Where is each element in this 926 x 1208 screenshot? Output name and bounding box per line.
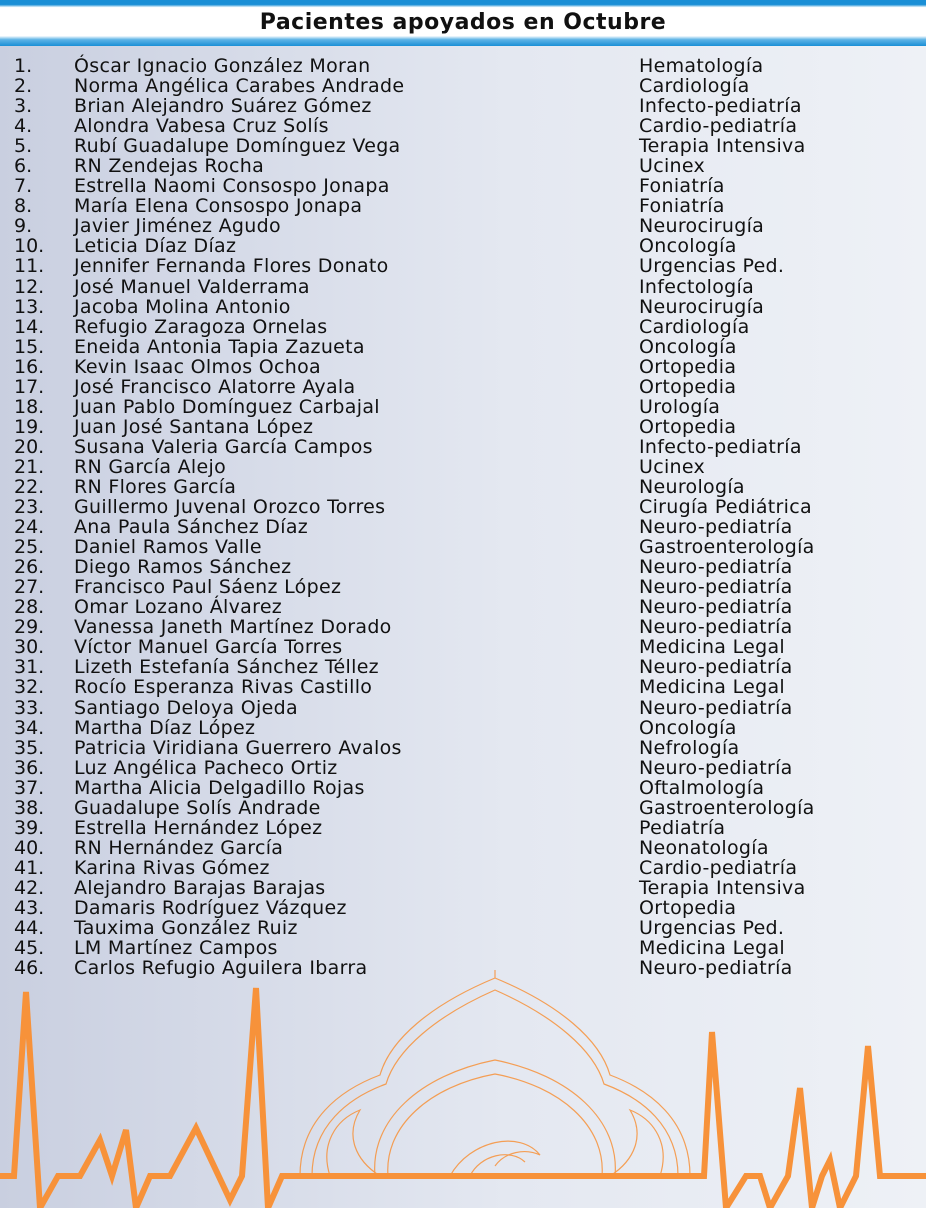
patient-name: Karina Rivas Gómez — [74, 856, 270, 879]
patient-number: 33. — [14, 696, 45, 719]
patient-number: 8. — [14, 195, 33, 218]
patient-name: Jacoba Molina Antonio — [74, 295, 291, 318]
patient-number: 43. — [14, 896, 45, 919]
patient-number: 27. — [14, 576, 45, 599]
patient-department: Neurología — [639, 475, 745, 498]
patient-department: Medicina Legal — [639, 937, 785, 960]
patient-number: 2. — [14, 75, 33, 98]
patient-department: Neuro-pediatría — [639, 756, 793, 779]
patient-department: Cirugía Pediátrica — [639, 496, 812, 519]
patient-department: Oftalmología — [639, 776, 765, 799]
patient-department: Terapia Intensiva — [639, 135, 806, 158]
patient-department: Neuro-pediatría — [639, 596, 793, 619]
list-item — [0, 778, 926, 798]
list-item — [0, 397, 926, 417]
patient-number: 7. — [14, 175, 33, 198]
patient-department: Infecto-pediatría — [639, 95, 802, 118]
patient-number: 30. — [14, 636, 45, 659]
list-item — [0, 918, 926, 938]
patient-name: Santiago Deloya Ojeda — [74, 696, 298, 719]
list-item — [0, 377, 926, 397]
patient-name: Tauxima González Ruiz — [74, 917, 298, 940]
patient-department: Infectología — [639, 275, 755, 298]
patient-department: Ucinex — [639, 455, 706, 478]
patient-name: Guillermo Juvenal Orozco Torres — [74, 496, 386, 519]
patient-department: Ortopedia — [639, 896, 737, 919]
patient-number: 1. — [14, 55, 33, 77]
patient-name: Susana Valeria García Campos — [74, 435, 373, 458]
patient-department: Medicina Legal — [639, 636, 785, 659]
patient-name: LM Martínez Campos — [74, 937, 278, 960]
list-item — [0, 497, 926, 517]
patient-department: Oncología — [639, 716, 737, 739]
patient-number: 31. — [14, 656, 45, 679]
heartbeat-line — [0, 988, 926, 1208]
patient-number: 21. — [14, 455, 45, 478]
list-item — [0, 617, 926, 637]
patient-name: Leticia Díaz Díaz — [74, 235, 237, 258]
patient-number: 6. — [14, 155, 33, 178]
patient-name: Estrella Hernández López — [74, 816, 323, 839]
list-item — [0, 236, 926, 256]
patient-number: 14. — [14, 315, 45, 338]
patient-department: Oncología — [639, 335, 737, 358]
patient-department: Oncología — [639, 235, 737, 258]
patient-name: Rubí Guadalupe Domínguez Vega — [74, 135, 401, 158]
patient-number: 17. — [14, 375, 45, 398]
patient-department: Neuro-pediatría — [639, 556, 793, 579]
list-item — [0, 297, 926, 317]
list-item — [0, 718, 926, 738]
patient-name: RN Hernández García — [74, 836, 284, 859]
patient-department: Ortopedia — [639, 415, 737, 438]
list-item — [0, 838, 926, 858]
patient-number: 37. — [14, 776, 45, 799]
patient-number: 3. — [14, 95, 33, 118]
patient-name: Guadalupe Solís Andrade — [74, 796, 321, 819]
patient-number: 15. — [14, 335, 45, 358]
list-item — [0, 156, 926, 176]
patient-department: Cardio-pediatría — [639, 115, 798, 138]
patient-name: Brian Alejandro Suárez Gómez — [74, 95, 372, 118]
patient-name: Kevin Isaac Olmos Ochoa — [74, 355, 321, 378]
patient-name: Refugio Zaragoza Ornelas — [74, 315, 328, 338]
list-item — [0, 437, 926, 457]
patient-name: Martha Díaz López — [74, 716, 256, 739]
patient-department: Gastroenterología — [639, 536, 815, 559]
patient-name: Carlos Refugio Aguilera Ibarra — [74, 957, 368, 980]
list-item — [0, 56, 926, 76]
patient-department: Neurocirugía — [639, 295, 765, 318]
list-item — [0, 196, 926, 216]
patient-number: 13. — [14, 295, 45, 318]
patient-number: 16. — [14, 355, 45, 378]
patient-number: 35. — [14, 736, 45, 759]
patient-number: 26. — [14, 556, 45, 579]
patient-number: 32. — [14, 676, 45, 699]
patient-number: 25. — [14, 536, 45, 559]
patient-department: Foniatría — [639, 175, 725, 198]
patient-name: Ana Paula Sánchez Díaz — [74, 516, 309, 539]
list-item — [0, 256, 926, 276]
list-item — [0, 176, 926, 196]
patient-number: 11. — [14, 255, 45, 278]
patient-number: 40. — [14, 836, 45, 859]
list-item — [0, 277, 926, 297]
patient-department: Neuro-pediatría — [639, 516, 793, 539]
patient-department: Neurocirugía — [639, 215, 765, 238]
patient-name: Lizeth Estefanía Sánchez Téllez — [74, 656, 379, 679]
patient-number: 18. — [14, 395, 45, 418]
patient-name: Eneida Antonia Tapia Zazueta — [74, 335, 365, 358]
list-item — [0, 116, 926, 136]
list-item — [0, 537, 926, 557]
patient-department: Cardiología — [639, 75, 750, 98]
list-item — [0, 637, 926, 657]
patient-department: Hematología — [639, 55, 764, 77]
patient-name: Norma Angélica Carabes Andrade — [74, 75, 405, 98]
patient-department: Cardio-pediatría — [639, 856, 798, 879]
patient-number: 5. — [14, 135, 33, 158]
patient-department: Nefrología — [639, 736, 740, 759]
patient-department: Neuro-pediatría — [639, 957, 793, 980]
list-item — [0, 477, 926, 497]
dome-emblem-icon — [300, 970, 690, 1176]
patient-number: 28. — [14, 596, 45, 619]
patient-list — [0, 56, 926, 978]
patient-name: María Elena Consospo Jonapa — [74, 195, 363, 218]
patient-department: Neuro-pediatría — [639, 616, 793, 639]
patient-number: 22. — [14, 475, 45, 498]
list-item — [0, 878, 926, 898]
list-item — [0, 317, 926, 337]
patient-number: 29. — [14, 616, 45, 639]
list-item — [0, 938, 926, 958]
patient-department: Neuro-pediatría — [639, 696, 793, 719]
patient-department: Ucinex — [639, 155, 706, 178]
patient-department: Neuro-pediatría — [639, 656, 793, 679]
patient-department: Terapia Intensiva — [639, 876, 806, 899]
patient-number: 4. — [14, 115, 33, 138]
patient-name: Víctor Manuel García Torres — [74, 636, 343, 659]
list-item — [0, 758, 926, 778]
list-item — [0, 457, 926, 477]
patient-name: José Francisco Alatorre Ayala — [74, 375, 356, 398]
patient-name: Damaris Rodríguez Vázquez — [74, 896, 347, 919]
patient-name: Martha Alicia Delgadillo Rojas — [74, 776, 365, 799]
list-item — [0, 337, 926, 357]
patient-number: 44. — [14, 917, 45, 940]
patient-number: 19. — [14, 415, 45, 438]
list-item — [0, 677, 926, 697]
patient-name: Juan José Santana López — [74, 415, 314, 438]
patient-department: Urgencias Ped. — [639, 917, 785, 940]
patient-name: Estrella Naomi Consospo Jonapa — [74, 175, 390, 198]
heartbeat-decoration — [0, 970, 926, 1208]
patient-name: Diego Ramos Sánchez — [74, 556, 292, 579]
patient-name: Patricia Viridiana Guerrero Avalos — [74, 736, 402, 759]
patient-number: 23. — [14, 496, 45, 519]
list-item — [0, 76, 926, 96]
list-item — [0, 597, 926, 617]
patient-department: Neuro-pediatría — [639, 576, 793, 599]
patient-department: Neonatología — [639, 836, 769, 859]
patient-department: Foniatría — [639, 195, 725, 218]
patient-number: 42. — [14, 876, 45, 899]
patient-name: Omar Lozano Álvarez — [74, 596, 283, 619]
list-item — [0, 357, 926, 377]
list-item — [0, 858, 926, 878]
patient-number: 20. — [14, 435, 45, 458]
patient-number: 12. — [14, 275, 45, 298]
patient-number: 10. — [14, 235, 45, 258]
patient-department: Medicina Legal — [639, 676, 785, 699]
patient-number: 9. — [14, 215, 33, 238]
list-item — [0, 216, 926, 236]
patient-name: Jennifer Fernanda Flores Donato — [74, 255, 389, 278]
patient-name: José Manuel Valderrama — [74, 275, 310, 298]
patient-number: 24. — [14, 516, 45, 539]
list-item — [0, 96, 926, 116]
patient-department: Cardiología — [639, 315, 750, 338]
patient-name: Alejandro Barajas Barajas — [74, 876, 326, 899]
patient-number: 46. — [14, 957, 45, 980]
list-item — [0, 657, 926, 677]
patient-name: Vanessa Janeth Martínez Dorado — [74, 616, 392, 639]
patient-number: 41. — [14, 856, 45, 879]
patient-name: Luz Angélica Pacheco Ortiz — [74, 756, 338, 779]
patient-name: RN Zendejas Rocha — [74, 155, 265, 178]
patient-department: Gastroenterología — [639, 796, 815, 819]
patient-department: Urología — [639, 395, 721, 418]
list-item — [0, 136, 926, 156]
patient-number: 36. — [14, 756, 45, 779]
patient-number: 34. — [14, 716, 45, 739]
list-item — [0, 577, 926, 597]
list-item — [0, 818, 926, 838]
list-item — [0, 517, 926, 537]
patient-department: Pediatría — [639, 816, 726, 839]
page-title: Pacientes apoyados en Octubre — [259, 10, 667, 35]
patient-number: 45. — [14, 937, 45, 960]
list-item — [0, 898, 926, 918]
list-item — [0, 698, 926, 718]
patient-name: RN Flores García — [74, 475, 237, 498]
patient-department: Infecto-pediatría — [639, 435, 802, 458]
patient-name: Daniel Ramos Valle — [74, 536, 262, 559]
list-item — [0, 798, 926, 818]
patient-department: Urgencias Ped. — [639, 255, 785, 278]
patient-department: Ortopedia — [639, 375, 737, 398]
patient-name: Juan Pablo Domínguez Carbajal — [74, 395, 380, 418]
list-item — [0, 417, 926, 437]
header-banner — [0, 0, 926, 46]
patient-name: RN García Alejo — [74, 455, 226, 478]
patient-department: Ortopedia — [639, 355, 737, 378]
patient-name: Alondra Vabesa Cruz Solís — [74, 115, 329, 138]
patient-number: 38. — [14, 796, 45, 819]
patient-name: Rocío Esperanza Rivas Castillo — [74, 676, 373, 699]
patient-name: Francisco Paul Sáenz López — [74, 576, 342, 599]
patient-name: Javier Jiménez Agudo — [74, 215, 281, 238]
patient-number: 39. — [14, 816, 45, 839]
list-item — [0, 738, 926, 758]
list-item — [0, 557, 926, 577]
patient-name: Óscar Ignacio González Moran — [74, 55, 371, 77]
